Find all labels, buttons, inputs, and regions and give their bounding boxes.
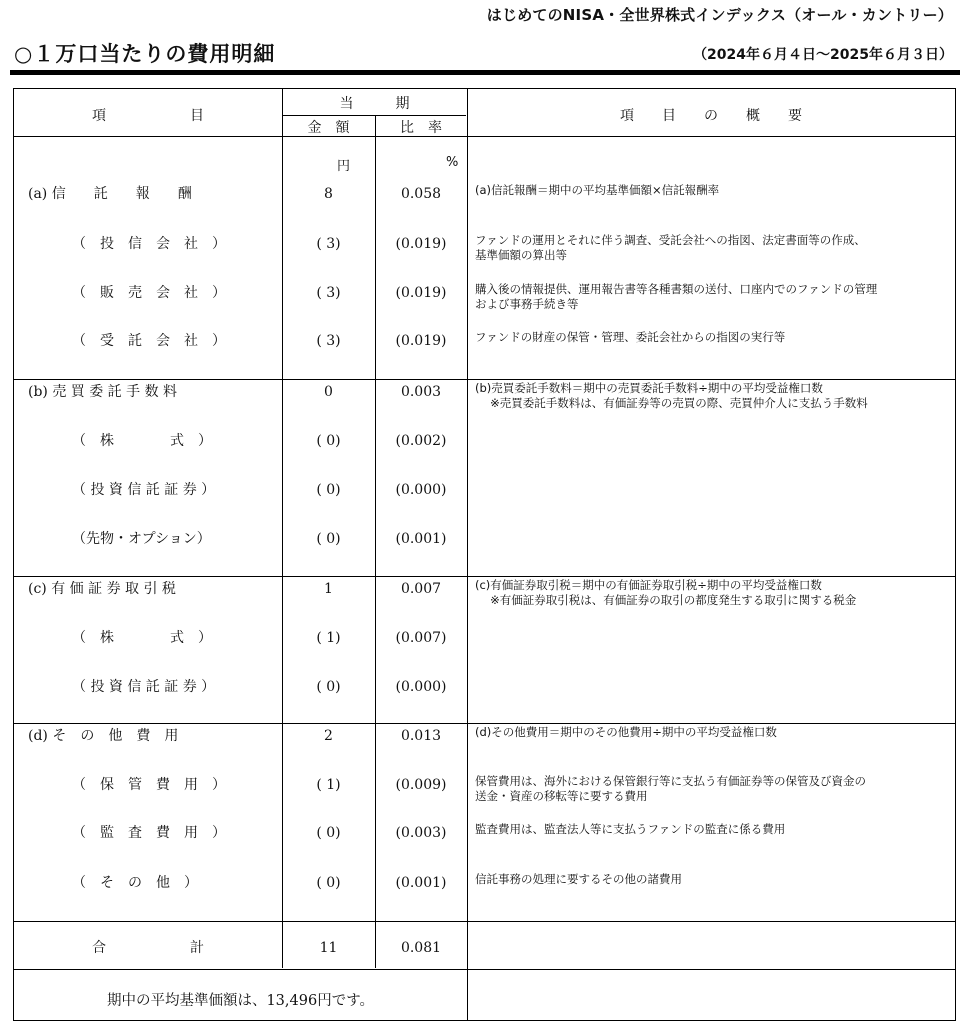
row-ratio: (0.003) [395, 825, 447, 841]
header-bottom-line [14, 136, 955, 137]
row-amount: ( 0) [316, 482, 341, 498]
row-ratio: (0.002) [395, 433, 447, 449]
row-label: （ 投 資 信 託 証 券 ） [72, 679, 216, 695]
row-amount: 0 [324, 384, 333, 400]
header-overview: 項 目 の 概 要 [620, 108, 802, 124]
unit-yen: 円 [337, 159, 351, 174]
row-label: （ 受 託 会 社 ） [72, 333, 226, 349]
row-label: （ 監 査 費 用 ） [72, 825, 226, 841]
report-period: （2024年６月４日～2025年６月３日） [693, 47, 953, 63]
row-label: （ 株 式 ） [72, 433, 212, 449]
row-amount: ( 3) [316, 285, 341, 301]
row-ratio: 0.058 [400, 186, 442, 202]
row-ratio: 0.007 [400, 581, 442, 597]
row-description: (d)その他費用＝期中のその他費用÷期中の平均受益権口数 [475, 725, 777, 739]
row-ratio: 0.003 [400, 384, 442, 400]
row-ratio: (0.001) [395, 875, 447, 891]
row-ratio: (0.007) [395, 630, 447, 646]
row-ratio: (0.009) [395, 777, 447, 793]
row-label: (d) そ の 他 費 用 [28, 728, 179, 744]
row-label: (a) 信 託 報 酬 [28, 186, 192, 202]
row-description: 保管費用は、海外における保管銀行等に支払う有価証券等の保管及び資金の 送金・資産の移転等に要する費用 [475, 774, 866, 803]
row-label: （ 販 売 会 社 ） [72, 285, 226, 301]
row-amount: ( 0) [316, 433, 341, 449]
total-amount: 11 [319, 940, 338, 956]
column-divider-overview [467, 89, 468, 1020]
row-ratio: (0.019) [395, 236, 447, 252]
row-label: （ そ の 他 ） [72, 875, 198, 891]
row-label: （ 投 資 信 託 証 券 ） [72, 482, 216, 498]
row-ratio: (0.000) [395, 482, 447, 498]
row-description: ファンドの財産の保管・管理、委託会社からの指図の実行等 [475, 330, 786, 344]
row-label: （ 株 式 ） [72, 630, 212, 646]
total-divider [14, 921, 955, 922]
row-amount: ( 0) [316, 531, 341, 547]
row-amount: ( 0) [316, 875, 341, 891]
header-current-period: 当 期 [339, 96, 410, 112]
average-nav-note: 期中の平均基準価額は、13,496円です。 [106, 993, 375, 1009]
header-amount: 金 額 [307, 120, 350, 136]
cost-breakdown-table [13, 88, 956, 1021]
total-ratio: 0.081 [400, 940, 442, 956]
row-description: (a)信託報酬＝期中の平均基準価額×信託報酬率 [475, 183, 720, 197]
row-amount: ( 0) [316, 825, 341, 841]
header-subdivider [282, 115, 466, 116]
row-ratio: (0.019) [395, 285, 447, 301]
row-description: 監査費用は、監査法人等に支払うファンドの監査に係る費用 [475, 822, 786, 836]
row-description: 信託事務の処理に要するその他の諸費用 [475, 872, 682, 886]
row-label: （ 投 信 会 社 ） [72, 236, 226, 252]
row-amount: 8 [324, 186, 333, 202]
row-ratio: (0.000) [395, 679, 447, 695]
row-amount: ( 1) [316, 777, 341, 793]
row-description: (b)売買委託手数料＝期中の売買委託手数料÷期中の平均受益権口数 ※売買委託手数料は、有価証券等の売買の際、売買仲介人に支払う手数料 [475, 381, 868, 410]
footer-divider [14, 969, 955, 970]
section-divider-b [14, 379, 955, 380]
row-label: （先物・オプション） [72, 531, 211, 547]
row-description: (c)有価証券取引税＝期中の有価証券取引税÷期中の平均受益権口数 ※有価証券取引税は、有価証券の取引の都度発生する取引に関する税金 [475, 578, 857, 607]
row-amount: ( 3) [316, 333, 341, 349]
row-label: (b) 売 買 委 託 手 数 料 [28, 384, 178, 400]
row-label: （ 保 管 費 用 ） [72, 777, 226, 793]
row-ratio: 0.013 [400, 728, 442, 744]
row-amount: ( 0) [316, 679, 341, 695]
unit-percent: % [446, 155, 459, 170]
total-label: 合 計 [92, 940, 204, 956]
title-rule [10, 70, 960, 75]
row-ratio: (0.019) [395, 333, 447, 349]
row-ratio: (0.001) [395, 531, 447, 547]
row-description: 購入後の情報提供、運用報告書等各種書類の送付、口座内でのファンドの管理 および事務手続き等 [475, 282, 878, 311]
fund-name: はじめてのNISA・全世界株式インデックス（オール・カントリー） [486, 6, 953, 24]
page-title: ○１万口当たりの費用明細 [14, 42, 276, 66]
header-item: 項 目 [92, 108, 204, 124]
row-description: ファンドの運用とそれに伴う調査、受託会社への指図、法定書面等の作成、 基準価額の算出等 [475, 233, 866, 262]
row-amount: ( 1) [316, 630, 341, 646]
section-divider-c [14, 576, 955, 577]
section-divider-d [14, 723, 955, 724]
row-amount: 2 [324, 728, 333, 744]
row-amount: 1 [324, 581, 333, 597]
header-ratio: 比 率 [400, 120, 442, 136]
row-label: (c) 有 価 証 券 取 引 税 [28, 581, 176, 597]
row-amount: ( 3) [316, 236, 341, 252]
